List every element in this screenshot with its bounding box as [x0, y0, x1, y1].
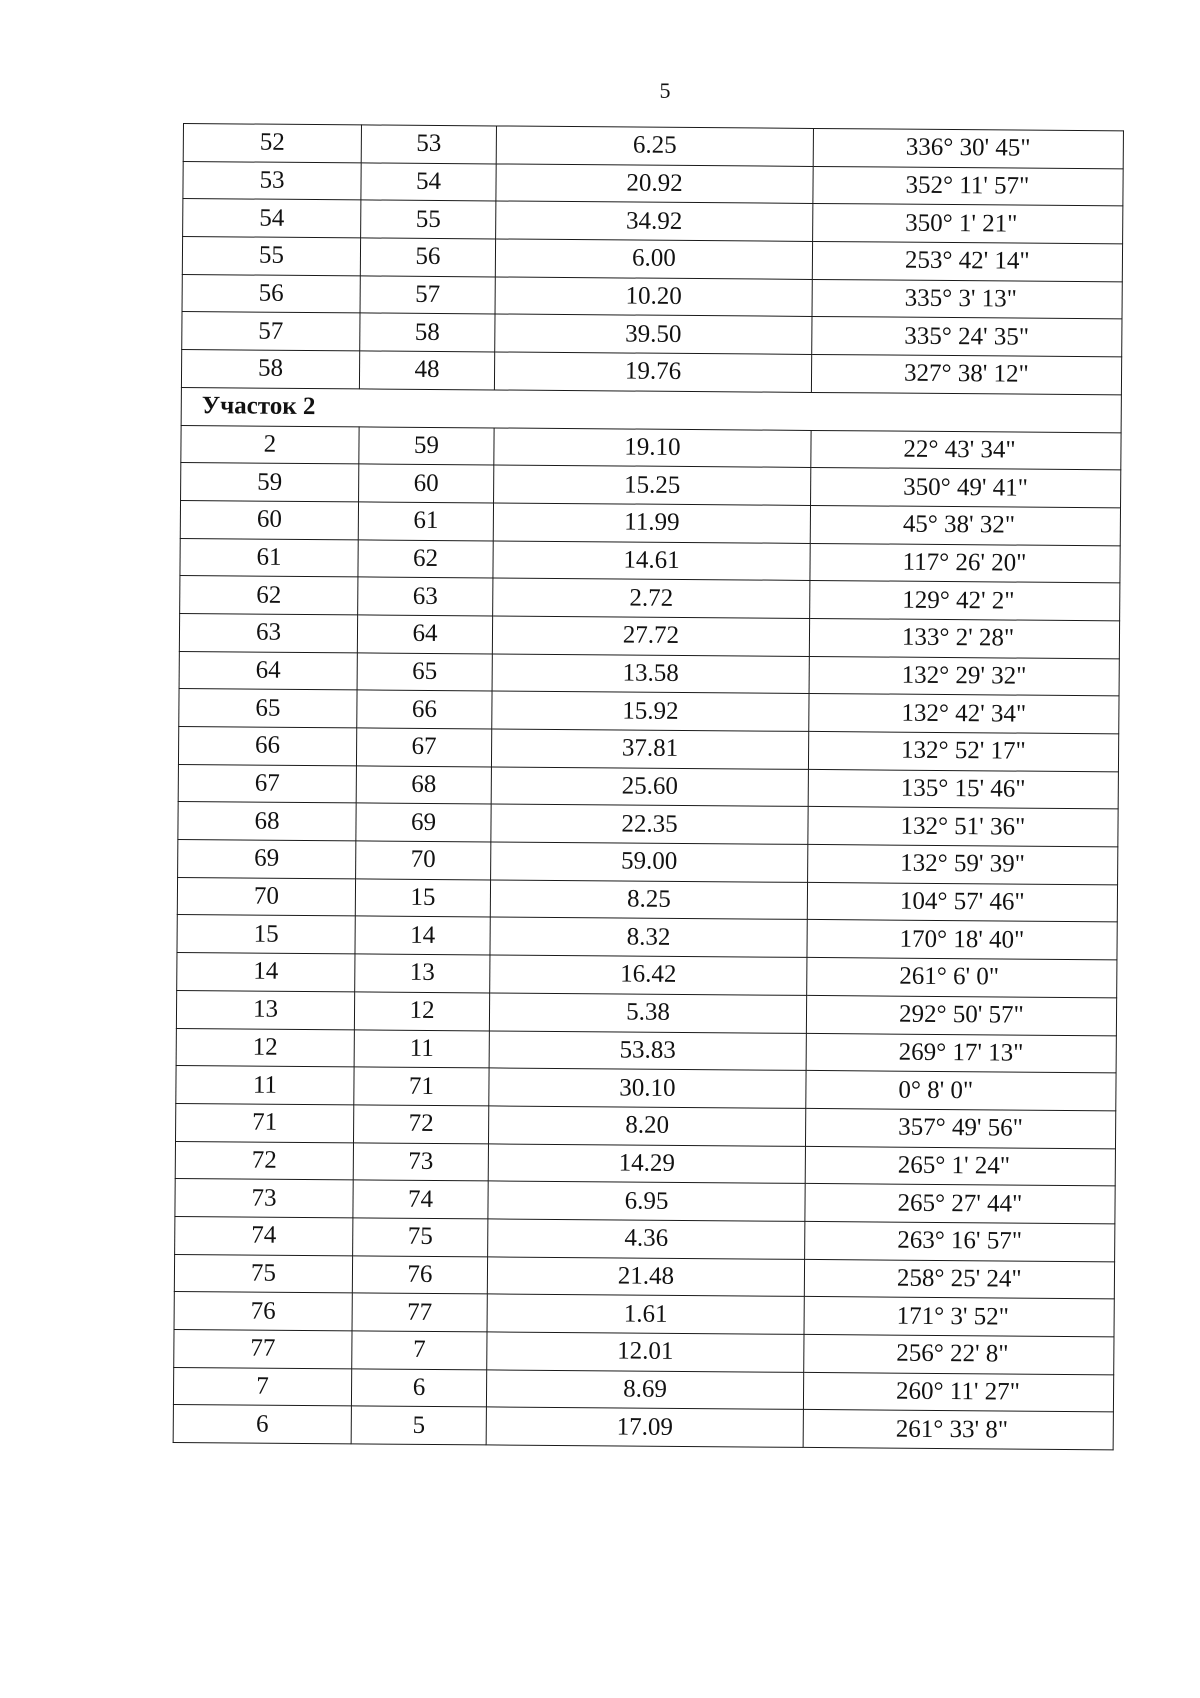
section-title: Участок 2 — [181, 387, 1121, 432]
point-to-cell: 60 — [359, 464, 494, 503]
direction-angle-cell: 350° 1' 21" — [813, 204, 1123, 244]
point-from-cell: 63 — [179, 613, 357, 652]
length-cell: 10.20 — [495, 277, 812, 317]
length-cell: 12.01 — [487, 1332, 804, 1372]
length-cell: 14.61 — [493, 541, 810, 581]
length-cell: 15.92 — [492, 691, 809, 731]
point-to-cell: 6 — [351, 1369, 486, 1408]
length-cell: 4.36 — [488, 1219, 805, 1259]
boundary-table — [173, 123, 1124, 1450]
length-cell: 5.38 — [489, 993, 806, 1033]
point-from-cell: 74 — [175, 1216, 353, 1255]
direction-angle-cell: 357° 49' 56" — [805, 1108, 1115, 1148]
direction-angle-cell: 335° 24' 35" — [812, 317, 1122, 357]
point-to-cell: 7 — [352, 1331, 487, 1370]
direction-angle-cell: 265° 1' 24" — [805, 1146, 1115, 1186]
point-to-cell: 54 — [361, 163, 496, 202]
boundary-table-body — [173, 124, 1123, 1450]
length-cell: 6.00 — [495, 239, 812, 279]
point-to-cell: 68 — [356, 766, 491, 805]
point-from-cell: 65 — [179, 689, 357, 728]
direction-angle-cell: 258° 25' 24" — [804, 1259, 1114, 1299]
point-from-cell: 60 — [180, 500, 358, 539]
point-to-cell: 74 — [353, 1180, 488, 1219]
table-row — [173, 1405, 1113, 1450]
point-to-cell: 64 — [357, 615, 492, 654]
direction-angle-cell: 261° 33' 8" — [803, 1410, 1113, 1450]
direction-angle-cell: 170° 18' 40" — [807, 920, 1117, 960]
length-cell: 8.32 — [490, 917, 807, 957]
length-cell: 8.25 — [490, 880, 807, 920]
point-from-cell: 70 — [177, 877, 355, 916]
point-from-cell: 15 — [177, 915, 355, 954]
point-to-cell: 53 — [361, 125, 496, 164]
point-from-cell: 13 — [176, 990, 354, 1029]
length-cell: 1.61 — [487, 1294, 804, 1334]
direction-angle-cell: 22° 43' 34" — [811, 430, 1121, 470]
length-cell: 2.72 — [493, 578, 810, 618]
point-from-cell: 2 — [181, 425, 359, 464]
direction-angle-cell: 256° 22' 8" — [804, 1334, 1114, 1374]
length-cell: 19.76 — [494, 352, 811, 392]
point-to-cell: 59 — [359, 426, 494, 465]
point-from-cell: 71 — [176, 1103, 354, 1142]
direction-angle-cell: 171° 3' 52" — [804, 1297, 1114, 1337]
point-from-cell: 76 — [174, 1292, 352, 1331]
point-to-cell: 14 — [355, 916, 490, 955]
direction-angle-cell: 327° 38' 12" — [811, 355, 1121, 395]
point-to-cell: 61 — [358, 502, 493, 541]
point-to-cell: 63 — [358, 577, 493, 616]
point-to-cell: 13 — [355, 954, 490, 993]
point-from-cell: 73 — [175, 1179, 353, 1218]
point-from-cell: 57 — [182, 312, 360, 351]
direction-angle-cell: 253° 42' 14" — [812, 242, 1122, 282]
direction-angle-cell: 132° 59' 39" — [808, 844, 1118, 884]
point-to-cell: 57 — [360, 276, 495, 315]
direction-angle-cell: 335° 3' 13" — [812, 279, 1122, 319]
point-from-cell: 58 — [181, 350, 359, 389]
point-to-cell: 70 — [356, 841, 491, 880]
point-from-cell: 69 — [178, 840, 356, 879]
point-to-cell: 77 — [352, 1293, 487, 1332]
length-cell: 37.81 — [491, 729, 808, 769]
point-from-cell: 75 — [174, 1254, 352, 1293]
direction-angle-cell: 292° 50' 57" — [806, 995, 1116, 1035]
length-cell: 53.83 — [489, 1030, 806, 1070]
length-cell: 27.72 — [492, 616, 809, 656]
length-cell: 25.60 — [491, 767, 808, 807]
direction-angle-cell: 132° 29' 32" — [809, 656, 1119, 696]
point-from-cell: 66 — [178, 726, 356, 765]
point-from-cell: 54 — [183, 199, 361, 238]
point-to-cell: 58 — [360, 313, 495, 352]
length-cell: 13.58 — [492, 654, 809, 694]
point-to-cell: 11 — [354, 1029, 489, 1068]
point-from-cell: 52 — [183, 124, 361, 163]
point-from-cell: 14 — [177, 953, 355, 992]
point-to-cell: 5 — [351, 1406, 486, 1445]
length-cell: 6.95 — [488, 1181, 805, 1221]
page-number: 5 — [659, 78, 671, 103]
direction-angle-cell: 132° 51' 36" — [808, 807, 1118, 847]
direction-angle-cell: 104° 57' 46" — [807, 882, 1117, 922]
point-to-cell: 56 — [360, 238, 495, 277]
length-cell: 30.10 — [489, 1068, 806, 1108]
point-from-cell: 12 — [176, 1028, 354, 1067]
point-to-cell: 48 — [359, 351, 494, 390]
point-to-cell: 15 — [355, 879, 490, 918]
direction-angle-cell: 265° 27' 44" — [805, 1184, 1115, 1224]
point-to-cell: 76 — [352, 1255, 487, 1294]
length-cell: 21.48 — [487, 1257, 804, 1297]
point-to-cell: 12 — [354, 992, 489, 1031]
length-cell: 59.00 — [491, 842, 808, 882]
point-to-cell: 65 — [357, 653, 492, 692]
direction-angle-cell: 263° 16' 57" — [805, 1221, 1115, 1261]
direction-angle-cell: 261° 6' 0" — [807, 958, 1117, 998]
point-to-cell: 55 — [361, 200, 496, 239]
length-cell: 17.09 — [486, 1407, 803, 1447]
point-from-cell: 77 — [174, 1329, 352, 1368]
point-from-cell: 11 — [176, 1066, 354, 1105]
direction-angle-cell: 132° 42' 34" — [809, 694, 1119, 734]
point-to-cell: 69 — [356, 803, 491, 842]
direction-angle-cell: 0° 8' 0" — [806, 1071, 1116, 1111]
point-to-cell: 73 — [353, 1142, 488, 1181]
point-from-cell: 67 — [178, 764, 356, 803]
point-from-cell: 53 — [183, 161, 361, 200]
direction-angle-cell: 352° 11' 57" — [813, 166, 1123, 206]
point-to-cell: 62 — [358, 539, 493, 578]
direction-angle-cell: 117° 26' 20" — [810, 543, 1120, 583]
direction-angle-cell: 336° 30' 45" — [813, 128, 1123, 168]
length-cell: 22.35 — [491, 804, 808, 844]
length-cell: 8.20 — [488, 1106, 805, 1146]
direction-angle-cell: 135° 15' 46" — [808, 769, 1118, 809]
length-cell: 39.50 — [495, 314, 812, 354]
point-from-cell: 6 — [173, 1405, 351, 1444]
length-cell: 34.92 — [496, 201, 813, 241]
point-from-cell: 55 — [182, 237, 360, 276]
point-from-cell: 68 — [178, 802, 356, 841]
direction-angle-cell: 45° 38' 32" — [810, 505, 1120, 545]
length-cell: 20.92 — [496, 164, 813, 204]
point-from-cell: 61 — [180, 538, 358, 577]
point-to-cell: 71 — [354, 1067, 489, 1106]
point-from-cell: 7 — [173, 1367, 351, 1406]
length-cell: 6.25 — [496, 126, 813, 166]
length-cell: 19.10 — [494, 427, 811, 467]
direction-angle-cell: 260° 11' 27" — [803, 1372, 1113, 1412]
point-to-cell: 75 — [353, 1218, 488, 1257]
point-to-cell: 66 — [357, 690, 492, 729]
boundary-table-container — [173, 123, 1123, 1450]
length-cell: 8.69 — [486, 1370, 803, 1410]
point-from-cell: 62 — [180, 576, 358, 615]
point-to-cell: 72 — [353, 1105, 488, 1144]
direction-angle-cell: 129° 42' 2" — [810, 581, 1120, 621]
length-cell: 14.29 — [488, 1143, 805, 1183]
point-from-cell: 59 — [181, 463, 359, 502]
point-from-cell: 72 — [175, 1141, 353, 1180]
length-cell: 15.25 — [494, 465, 811, 505]
point-to-cell: 67 — [356, 728, 491, 767]
direction-angle-cell: 350° 49' 41" — [811, 468, 1121, 508]
point-from-cell: 64 — [179, 651, 357, 690]
direction-angle-cell: 132° 52' 17" — [808, 731, 1118, 771]
direction-angle-cell: 133° 2' 28" — [809, 618, 1119, 658]
length-cell: 16.42 — [490, 955, 807, 995]
direction-angle-cell: 269° 17' 13" — [806, 1033, 1116, 1073]
length-cell: 11.99 — [493, 503, 810, 543]
point-from-cell: 56 — [182, 274, 360, 313]
